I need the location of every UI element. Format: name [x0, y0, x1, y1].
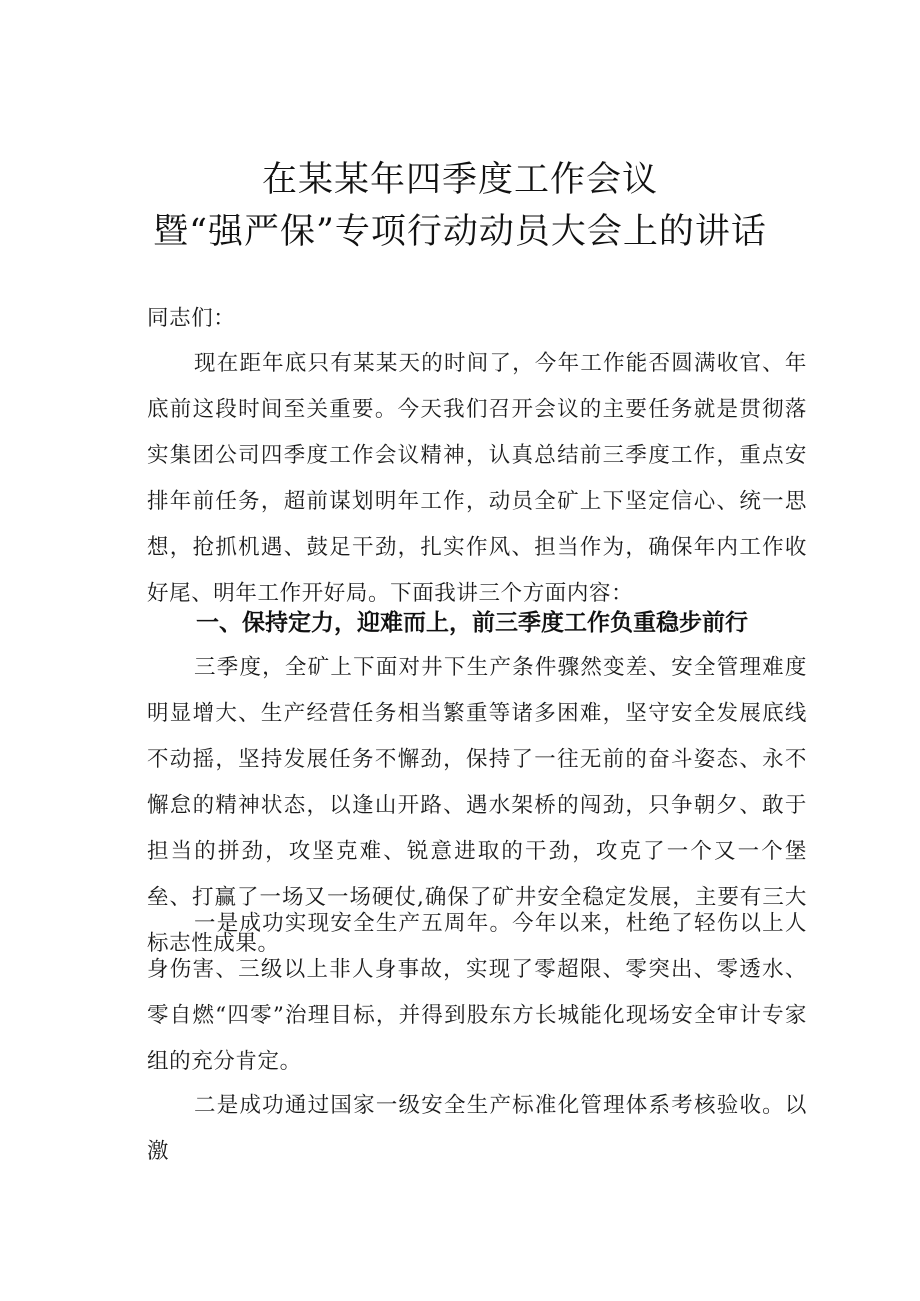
document-title-line-1: 在某某年四季度工作会议 [261, 160, 658, 200]
salutation: 同志们： [147, 306, 236, 331]
section-1-heading: 一、保持定力，迎难而上，前三季度工作负重稳步前行 [196, 610, 748, 636]
achievement-2-paragraph: 二是成功通过国家一级安全生产标准化管理体系考核验收。以激 [147, 1093, 807, 1164]
achievement-1-paragraph: 一是成功实现安全生产五周年。今年以来，杜绝了轻伤以上人身伤害、三级以上非人身事故，实现了零超限、零突出、零透水、零自燃“四零”治理目标，并得到股东方长城能化现场安全审计专家组的充分肯定。 [147, 911, 807, 1074]
section-1-paragraph: 三季度，全矿上下面对井下生产条件骤然变差、安全管理难度明显增大、生产经营任务相当繁重等诸多困难，坚守安全发展底线不动摇，坚持发展任务不懈劲，保持了一往无前的奋斗姿态、永不懈怠的精神状态，以逢山开路、遇水架桥的闯劲，只争朝夕、敢于担当的拼劲，攻坚克难、锐意进取的干劲，攻克了一个又一个堡垒、打赢了一场又一场硬仗,确保了矿井安全稳定发展，主要有三大标志性成果。 [147, 655, 807, 956]
intro-paragraph: 现在距年底只有某某天的时间了，今年工作能否圆满收官、年底前这段时间至关重要。今天我们召开会议的主要任务就是贯彻落实集团公司四季度工作会议精神，认真总结前三季度工作，重点安排年前任务，超前谋划明年工作，动员全矿上下坚定信心、统一思想，抢抓机遇、鼓足干劲，扎实作风、担当作为，确保年内工作收好尾、明年工作开好局。下面我讲三个方面内容： [147, 351, 807, 606]
document-title-line-2: 暨“强严保”专项行动动员大会上的讲话 [153, 212, 767, 252]
